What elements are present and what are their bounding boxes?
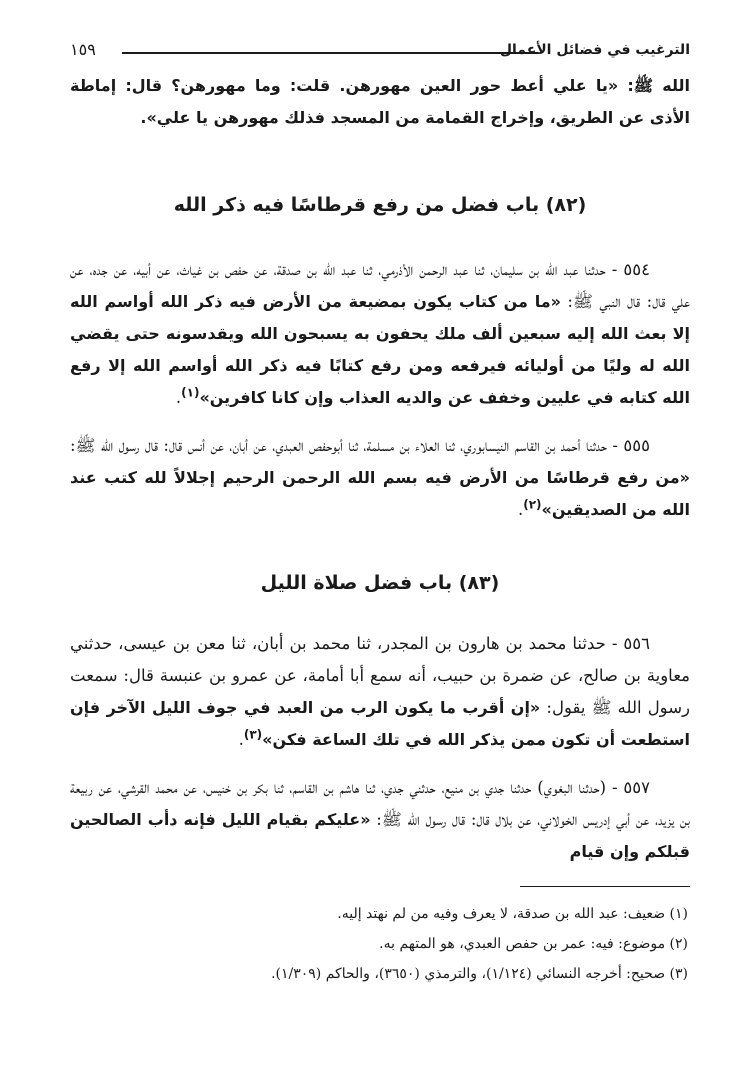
hadith-557 [70, 772, 690, 868]
book-page [70, 36, 690, 1076]
hadith-555-matn: «من رفع قرطاسًا من الأرض فيه بسم الله الرحمن الرحيم إجلالاً لله كتب عند الله من الصديقين» [70, 468, 690, 519]
hadith-557-matn: «عليكم بقيام الليل فإنه دأب الصالحين قبلكم وإن قيام [70, 810, 690, 861]
hadith-554-matn: «ما من كتاب يكون بمضيعة من الأرض فيه ذكر الله أواسم الله إلا بعث الله إليه سبعين ألف ملك يحفون به يسبحون الله ويقدسونه حتى يقضي الله له وليًا من أوليائه فيرفعه ومن رفع كتابًا فيه ذكر الله أواسم الله إلا رفع الله كتابه في عليين وخفف عن والديه العذاب وإن كانا كافرين» [70, 292, 690, 407]
running-header [70, 36, 690, 64]
footnote-2: (٢) موضوع: فيه: عمر بن حفص العبدي، هو المتهم به. [379, 936, 688, 952]
header-title: الترغيب في فضائل الأعمال [499, 42, 690, 58]
footnotes [70, 899, 690, 989]
chapter-83-heading: (٨٣) باب فضل صلاة الليل [260, 572, 500, 594]
hadith-555-end: . [517, 500, 524, 519]
footnote-ref-2[interactable]: (٢) [523, 497, 542, 512]
hadith-555 [70, 430, 690, 526]
footnote-ref-3[interactable]: (٣) [243, 727, 263, 742]
hadith-556-end: . [238, 730, 244, 749]
footnote-3: (٣) صحيح: أخرجه النسائي (١/١٢٤)، والترمذي (٣٦٥٠)، والحاكم (١/٣٠٩). [271, 966, 688, 982]
hadith-556 [70, 628, 690, 756]
hadith-554-end: . [175, 388, 182, 407]
footnote-ref-1[interactable]: (١) [181, 385, 200, 400]
hadith-557-isnad: ٥٥٧ - (حدثنا البغوي) حدثنا جدي بن منيع، حدثني جدي، ثنا هاشم بن القاسم، ثنا بكر بن خنيس، عن محمد القرشي، عن ربيعة بن يزيد، عن أبي إدريس الخولاني، عن بلال قال: قال رسول الله ﷺ: [70, 778, 691, 829]
hadith-555-isnad: ٥٥٥ - حدثنا أحمد بن القاسم النيسابوري، ثنا العلاء بن مسلمة، ثنا أبوحفص العبدي، عن أبان، عن أنس قال: قال رسول الله ﷺ: [70, 436, 650, 455]
header-rule [122, 52, 538, 54]
hadith-556-isnad: ٥٥٦ - حدثنا محمد بن هارون بن المجدر، ثنا محمد بن أبان، ثنا معن بن عيسى، حدثني معاوية بن صالح، عن ضمرة بن حبيب، أنه سمع أبا أمامة، عن عمرو بن عنبسة قال: سمعت رسول الله ﷺ يقول: [70, 634, 690, 717]
hadith-554 [70, 254, 690, 414]
footnote-1: (١) ضعيف: عبد الله بن صدقة، لا يعرف وفيه من لم نهتد إليه. [337, 906, 688, 922]
page-number: ١٥٩ [70, 40, 96, 59]
chapter-82-heading: (٨٢) باب فضل من رفع قرطاسًا فيه ذكر الله [173, 194, 587, 216]
hadith-554-isnad: ٥٥٤ - حدثنا عبد الله بن سليمان، ثنا عبد الرحمن الأذرمي، ثنا عبد الله بن صدقة، عن حفص بن غياث، عن أبيه، عن جده، عن علي قال: قال النبي ﷺ: [70, 260, 690, 311]
hadith-556-matn: «إن أقرب ما يكون الرب من العبد في جوف الليل الآخر فإن استطعت أن تكون ممن يذكر الله في تلك الساعة فكن» [70, 698, 690, 749]
intro-hadith-continuation: الله ﷺ: «يا علي أعط حور العين مهورهن. قلت: وما مهورهن؟ قال: إماطة الأذى عن الطريق، وإخراج القمامة من المسجد فذلك مهورهن يا علي». [70, 76, 690, 127]
footnote-divider [520, 886, 690, 887]
